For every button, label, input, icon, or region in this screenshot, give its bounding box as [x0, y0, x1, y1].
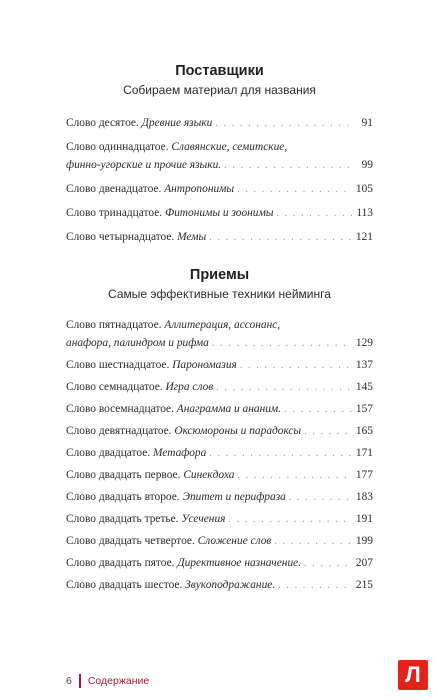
entry-title: Парономазия: [172, 359, 237, 371]
toc-entry: [66, 180, 373, 199]
entry-prefix: Слово восемнадцатое.: [66, 403, 177, 415]
dot-leader: [240, 357, 352, 375]
entry-title: Метафора: [152, 447, 207, 459]
dot-leader: [209, 229, 352, 247]
toc-entry-text: [66, 466, 234, 484]
dot-leader: [228, 511, 352, 529]
entry-prefix: Слово девятнадцатое.: [66, 425, 175, 437]
page-number: 6: [66, 675, 72, 687]
dot-leader: [284, 401, 352, 419]
toc-entry-text: [66, 316, 280, 334]
toc-entry-text: [66, 444, 206, 462]
page-number: 191: [355, 513, 373, 525]
toc-entry-text: [66, 400, 281, 418]
entry-prefix: Слово двадцать второе.: [66, 491, 183, 503]
page-number: 105: [355, 183, 373, 195]
toc-entry-text: [66, 114, 212, 132]
entry-prefix: Слово двадцатое.: [66, 447, 153, 459]
page-number: 165: [355, 425, 373, 437]
page-number: 91: [361, 117, 373, 129]
toc-entry-text: [66, 422, 301, 440]
dot-leader: [212, 335, 352, 353]
entry-title: Синекдоха: [183, 469, 235, 481]
page-number: 145: [355, 381, 373, 393]
toc-entry-line: [66, 356, 373, 375]
toc-entry-text: [66, 138, 287, 156]
entry-prefix: Слово двадцать пятое.: [66, 557, 178, 569]
toc-entry-line: [66, 400, 373, 419]
entry-title: Древние языки: [141, 117, 213, 129]
toc-entry-text: [66, 510, 225, 528]
section-title: Поставщики: [175, 63, 264, 79]
toc-entry: [66, 532, 373, 551]
toc-entry-line: [66, 422, 373, 441]
entry-prefix: Слово тринадцатое.: [66, 207, 165, 219]
entry-prefix: Слово семнадцатое.: [66, 381, 166, 393]
entry-title: Славянские, семитские,: [171, 141, 288, 153]
dot-leader: [209, 445, 352, 463]
entry-prefix: Слово двадцать четвертое.: [66, 535, 198, 547]
toc-entry-text: [66, 228, 206, 246]
page-number: 121: [355, 231, 373, 243]
section-title: Приемы: [189, 267, 250, 283]
toc-entry-text: [66, 576, 275, 594]
toc-entry-text: [66, 356, 237, 374]
toc-entry-line: [66, 554, 373, 573]
entry-prefix: Слово двадцать третье.: [66, 513, 182, 525]
dot-leader: [237, 181, 352, 199]
toc-entry: [66, 378, 373, 397]
toc-entry-text: [66, 378, 213, 396]
page-number: 99: [361, 159, 373, 171]
entry-title-cont: финно-угорские и прочие языки.: [66, 159, 222, 171]
section-subtitle: Самые эффективные техники нейминга: [108, 287, 331, 301]
entry-title: Аллитерация, ассонанс,: [164, 319, 281, 331]
dot-leader: [304, 423, 352, 441]
page-number: 129: [355, 337, 373, 349]
toc-entry-line: [66, 378, 373, 397]
toc-list: [66, 114, 373, 247]
entry-title: Звукоподражание.: [185, 579, 276, 591]
section-suppliers: [66, 62, 373, 252]
toc-entry-line: [66, 180, 373, 199]
toc-entry: [66, 400, 373, 419]
entry-prefix: Слово пятнадцатое.: [66, 319, 165, 331]
page-footer: [66, 674, 149, 688]
dot-leader: [215, 115, 352, 133]
toc-entry-line: [66, 156, 373, 175]
toc-list: [66, 316, 373, 595]
toc-entry-line: [66, 228, 373, 247]
entry-title: Директивное назначение.: [177, 557, 302, 569]
toc-entry: [66, 488, 373, 507]
toc-entry-text: [66, 204, 273, 222]
entry-prefix: Слово четырнадцатое.: [66, 231, 178, 243]
page-number: 183: [355, 491, 373, 503]
page-number: 177: [355, 469, 373, 481]
entry-title: Антропонимы: [164, 183, 235, 195]
toc-entry-line: [66, 316, 373, 334]
toc-entry-line: [66, 138, 373, 156]
page-number: 137: [355, 359, 373, 371]
toc-entry: [66, 228, 373, 247]
dot-leader: [289, 489, 352, 507]
toc-entry: [66, 554, 373, 573]
toc-entry-line: [66, 488, 373, 507]
page-number: 199: [355, 535, 373, 547]
toc-entry-text: [66, 488, 286, 506]
section-techniques: [66, 266, 373, 598]
toc-entry-text: [66, 180, 234, 198]
toc-entry: [66, 510, 373, 529]
dot-leader: [216, 379, 352, 397]
toc-entry: [66, 466, 373, 485]
entry-title: Мемы: [177, 231, 207, 243]
toc-entry-line: [66, 510, 373, 529]
section-subtitle: Собираем материал для названия: [123, 83, 316, 97]
toc-entry-line: [66, 576, 373, 595]
entry-prefix: Слово шестнадцатое.: [66, 359, 173, 371]
toc-entry-line: [66, 334, 373, 353]
entry-prefix: Слово двенадцатое.: [66, 183, 165, 195]
entry-prefix: Слово двадцать первое.: [66, 469, 184, 481]
toc-entry-text: [66, 554, 301, 572]
entry-title: Усечения: [181, 513, 226, 525]
logo-letter: Л: [405, 662, 421, 687]
toc-entry-line: [66, 532, 373, 551]
dot-leader: [237, 467, 352, 485]
page-number: 215: [355, 579, 373, 591]
page-number: 113: [356, 207, 373, 219]
page-number: 157: [355, 403, 373, 415]
dot-leader: [274, 533, 352, 551]
dot-leader: [276, 205, 352, 223]
entry-prefix: Слово десятое.: [66, 117, 142, 129]
entry-title: Анаграмма и ананим.: [176, 403, 282, 415]
page-number: 171: [355, 447, 373, 459]
entry-title: Оксюмороны и парадоксы: [174, 425, 302, 437]
footer-label: Содержание: [87, 675, 150, 687]
toc-entry-line: [66, 114, 373, 133]
entry-title-cont: анафора, палиндром и рифма: [66, 337, 209, 349]
entry-title: Игра слов: [165, 381, 214, 393]
toc-entry: [66, 422, 373, 441]
dot-leader: [224, 157, 352, 175]
toc-entry-line: [66, 444, 373, 463]
page-number: 207: [355, 557, 373, 569]
toc-entry: [66, 444, 373, 463]
entry-title: Эпитет и перифраза: [182, 491, 286, 503]
toc-entry: [66, 114, 373, 133]
publisher-logo: [398, 660, 428, 690]
dot-leader: [278, 577, 352, 595]
toc-entry: [66, 356, 373, 375]
toc-entry: [66, 138, 373, 175]
toc-entry: [66, 204, 373, 223]
toc-entry: [66, 316, 373, 353]
entry-title: Сложение слов: [197, 535, 272, 547]
toc-entry-line: [66, 466, 373, 485]
entry-title: Фитонимы и зоонимы: [164, 207, 274, 219]
entry-prefix: Слово одиннадцатое.: [66, 141, 172, 153]
toc-entry-text: [66, 532, 271, 550]
toc-entry-line: [66, 204, 373, 223]
footer-divider: [79, 674, 81, 688]
entry-prefix: Слово двадцать шестое.: [66, 579, 186, 591]
toc-entry: [66, 576, 373, 595]
dot-leader: [304, 555, 352, 573]
